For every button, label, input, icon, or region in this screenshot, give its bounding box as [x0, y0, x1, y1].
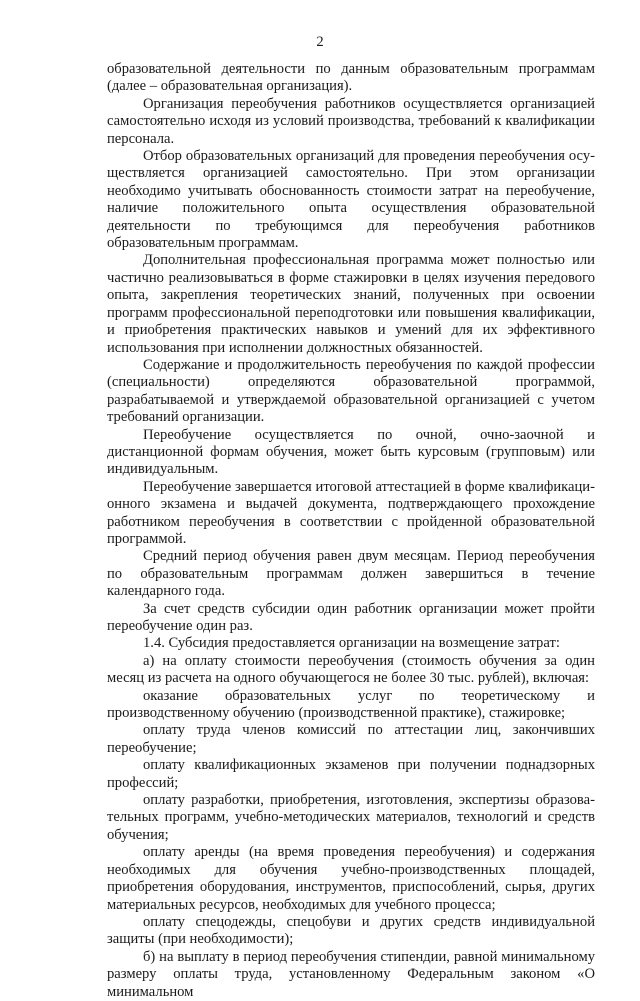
paragraph-average-period: Средний период обучения равен двум месяцам. Период переобучения по образовательным программам должен завершиться в течение календарного года. [107, 548, 595, 600]
paragraph-commission-pay: оплату труда членов комиссий по аттестации лиц, закончивших переобучение; [107, 722, 595, 756]
paragraph-item-a: а) на оплату стоимости переобучения (стоимость обучения за один месяц из расчета на одного обучающегося не более 30 тыс. рублей), включая: [107, 652, 595, 687]
paragraph-qualification-exams: оплату квалификационных экзаменов при получении поднадзорных профессий; [107, 757, 595, 791]
paragraph-section-1-4: 1.4. Субсидия предоставляется организации на возмещение затрат: [143, 635, 560, 652]
paragraph-educational-services: оказание образовательных услуг по теоретическому и производственному обучению (производственной практике), стажировке; [107, 687, 595, 722]
page-number: 2 [316, 34, 324, 50]
document-body [107, 61, 595, 1001]
paragraph-protective-equipment: оплату спецодежды, спецобуви и других средств индивидуальной защиты (при необходимости); [107, 913, 595, 948]
paragraph-content-and-duration: Содержание и продолжительность переобучения по каждой профессии (специальности) определяются образовательной программой, разрабатываемой и утверждаемой образовательной организацией с учетом требований организации. [107, 356, 595, 426]
paragraph-forms-of-study: Переобучение осуществляется по очной, очно-заочной и дистанционной формам обучения, может быть курсовым (групповым) или индивидуальным. [107, 426, 595, 478]
paragraph-item-b: б) на выплату в период переобучения стипендии, равной минимальному размеру оплаты труда, установленному Федеральным законом «О минимальном [107, 948, 595, 1000]
paragraph-selection-of-educational-orgs: Отбор образовательных организаций для проведения переобучения осуществляется организацией самостоятельно. При этом организации необходимо учитывать обоснованность стоимости затрат на переобучение, наличие положительного опыта осуществления образовательной деятельности по требующимся для переобучения работников образовательным программам. [107, 148, 595, 252]
paragraph-rent-and-maintenance: оплату аренды (на время проведения переобучения) и содержания необходимых для обучения учебно-производственных площадей, приобретения оборудования, инструментов, приспособлений, сырья, других материальных ресурсов, необходимых для учебного процесса; [107, 844, 595, 913]
paragraph-organization-of-retraining: Организация переобучения работников осуществляется организацией самостоятельно исходя из условий производства, требований к квалификации персонала. [107, 95, 595, 147]
paragraph-continuation: образовательной деятельности по данным образовательным программам (далее – образовательная организация). [107, 61, 595, 95]
paragraph-program-development: оплату разработки, приобретения, изготовления, экспертизы образовательных программ, учебно-методических материалов, технологий и средств обучения; [107, 792, 595, 843]
paragraph-final-attestation: Переобучение завершается итоговой аттестацией в форме квалификационного экзамена и выдачей документа, подтверждающего прохождение работником переобучения в соответствии с пройденной образовательной программой. [107, 478, 595, 547]
paragraph-additional-program: Дополнительная профессиональная программа может полностью или частично реализовываться в форме стажировки в целях изучения передового опыта, закрепления теоретических знаний, полученных при освоении программ профессиональной переподготовки или повышения квалификации, и приобретения практических навыков и умений для их эффективного использования при исполнении должностных обязанностей. [107, 252, 595, 356]
paragraph-one-time-retraining: За счет средств субсидии один работник организации может пройти переобучение один раз. [107, 600, 595, 634]
